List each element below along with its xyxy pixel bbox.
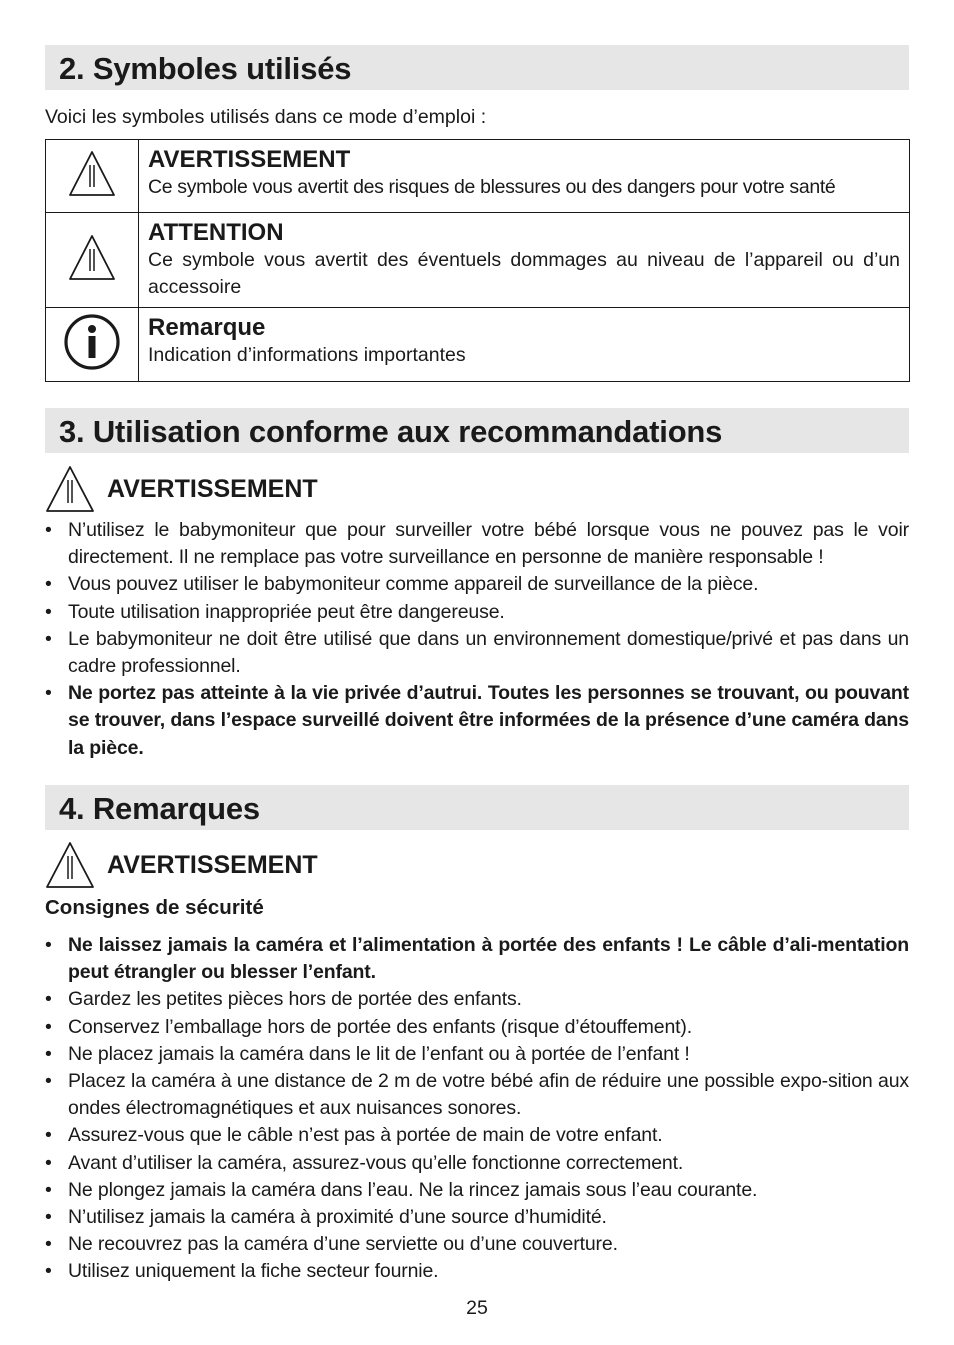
list-item: • Ne placez jamais la caméra dans le lit de l’enfant ou à portée de l’enfant ! — [45, 1041, 909, 1068]
warning-triangle-icon — [67, 233, 117, 283]
symbol-description: Indication d’informations importantes — [148, 344, 466, 366]
list-item: • Assurez-vous que le câble n’est pas à portée de main de votre enfant. — [45, 1122, 909, 1149]
section-heading-intended-use: 3. Utilisation conforme aux recommandations — [45, 408, 909, 453]
symbol-row-note — [46, 308, 910, 382]
list-item: • Avant d’utiliser la caméra, assurez-vous qu’elle fonctionne correctement. — [45, 1150, 909, 1177]
list-item: • N’utilisez jamais la caméra à proximité d’une source d’humidité. — [45, 1204, 909, 1231]
info-icon — [63, 313, 121, 371]
symbol-row-warning — [46, 140, 910, 213]
page-number: 25 — [466, 1297, 488, 1319]
safety-list — [45, 932, 909, 1286]
section-heading-symbols: 2. Symboles utilisés — [45, 45, 909, 90]
symbol-title: ATTENTION — [148, 219, 284, 246]
symbol-title: Remarque — [148, 314, 266, 341]
list-item: • Utilisez uniquement la fiche secteur fournie. — [45, 1258, 909, 1285]
warning-heading — [45, 840, 318, 890]
list-item: • Ne laissez jamais la caméra et l’alimentation à portée des enfants ! Le câble d’ali-mentation peut étrangler ou blesser l’enfant. — [45, 932, 909, 986]
list-item: • Gardez les petites pièces hors de portée des enfants. — [45, 986, 909, 1013]
list-item: • Le babymoniteur ne doit être utilisé que dans un environnement domestique/privé et pas dans un cadre professionnel. — [45, 626, 909, 680]
symbol-row-attention — [46, 213, 910, 308]
list-item: • Ne plongez jamais la caméra dans l’eau. Ne la rincez jamais sous l’eau courante. — [45, 1177, 909, 1204]
warning-triangle-icon — [45, 465, 95, 513]
symbols-intro-text: Voici les symboles utilisés dans ce mode d’emploi : — [45, 106, 487, 128]
symbols-table — [45, 139, 910, 382]
safety-subheading: Consignes de sécurité — [45, 896, 264, 919]
list-item: • Ne recouvrez pas la caméra d’une serviette ou d’une couverture. — [45, 1231, 909, 1258]
symbol-title: AVERTISSEMENT — [148, 146, 351, 173]
symbol-description: Ce symbole vous avertit des éventuels dommages au niveau de l’appareil ou d’un accessoire — [148, 249, 900, 298]
list-item: • Placez la caméra à une distance de 2 m de votre bébé afin de réduire une possible expo-sition aux ondes électromagnétiques et aux nuisances sonores. — [45, 1068, 909, 1122]
list-item: • Conservez l’emballage hors de portée des enfants (risque d’étouffement). — [45, 1014, 909, 1041]
list-item: • N’utilisez le babymoniteur que pour surveiller votre bébé lorsque vous ne pouvez pas le voir directement. Il ne remplace pas votre surveillance en personne de manière responsable ! — [45, 517, 909, 571]
list-item: • Vous pouvez utiliser le babymoniteur comme appareil de surveillance de la pièce. — [45, 571, 909, 598]
warning-label: AVERTISSEMENT — [107, 474, 318, 503]
section-heading-notes: 4. Remarques — [45, 785, 909, 830]
list-item: • Toute utilisation inappropriée peut être dangereuse. — [45, 599, 909, 626]
warning-label: AVERTISSEMENT — [107, 850, 318, 879]
list-item: • Ne portez pas atteinte à la vie privée d’autrui. Toutes les personnes se trouvant, ou pouvant se trouver, dans l’espace surveillé doivent être informées de la présence d’une caméra dans la pièce. — [45, 680, 909, 762]
warning-triangle-icon — [67, 149, 117, 199]
symbol-description: Ce symbole vous avertit des risques de blessures ou des dangers pour votre santé — [148, 176, 836, 198]
warning-heading — [45, 464, 318, 514]
warning-triangle-icon — [45, 841, 95, 889]
intended-use-list — [45, 517, 909, 762]
